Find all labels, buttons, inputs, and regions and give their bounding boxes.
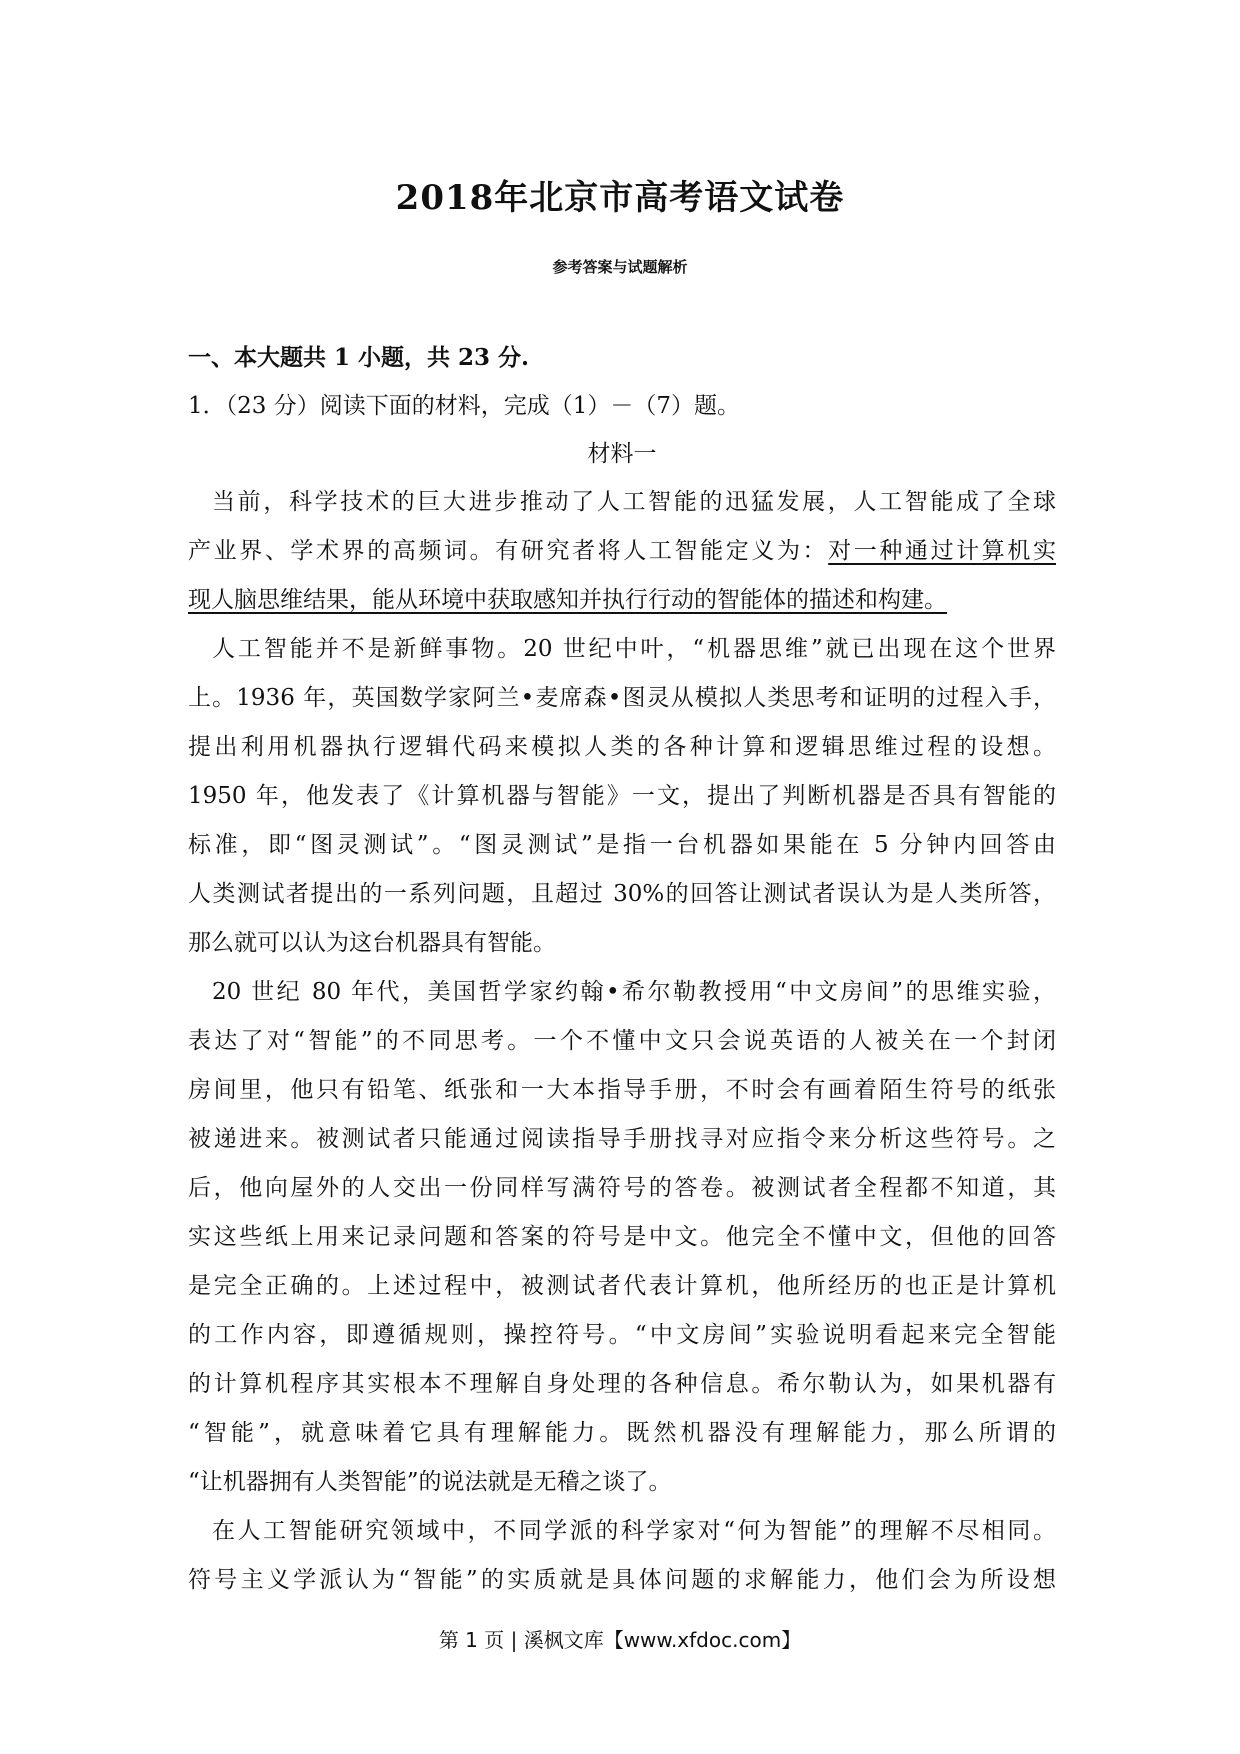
paragraph-line: 上。1936 年，英国数学家阿兰•麦席森•图灵从模拟人类思考和证明的过程入手， [188,685,1056,711]
material-label: 材料一 [587,441,657,467]
question-prompt: 1．（23 分）阅读下面的材料，完成（1）－（7）题。 [188,393,740,419]
paragraph-line: 1950 年，他发表了《计算机器与智能》一文，提出了判断机器是否具有智能的 [188,783,1056,809]
paragraph-line: 的工作内容，即遵循规则，操控符号。“中文房间”实验说明看起来完全智能 [188,1322,1056,1348]
page-title: 2018年北京市高考语文试卷 [395,178,845,218]
paragraph-line: 当前，科学技术的巨大进步推动了人工智能的迅猛发展，人工智能成了全球 [212,489,1056,515]
paragraph-line: 后，他向屋外的人交出一份同样写满符号的答卷。被测试者全程都不知道，其 [188,1175,1056,1201]
paragraph-line: “让机器拥有人类智能”的说法就是无稽之谈了。 [188,1469,672,1495]
paragraph-line: “智能”，就意味着它具有理解能力。既然机器没有理解能力，那么所谓的 [188,1420,1056,1446]
paragraph-2 [188,625,1056,968]
underlined-definition: 对一种通过计算机实 [828,538,1056,564]
paragraph-line: 人工智能并不是新鲜事物。20 世纪中叶，“机器思维”就已出现在这个世界 [212,636,1056,662]
paragraph-line: 人类测试者提出的一系列问题，且超过 30%的回答让测试者误认为是人类所答， [188,881,1056,907]
paragraph-1 [188,478,1056,625]
paragraph-line: 房间里，他只有铅笔、纸张和一大本指导手册，不时会有画着陌生符号的纸张 [188,1077,1056,1103]
paragraph-line: 的计算机程序其实根本不理解自身处理的各种信息。希尔勒认为，如果机器有 [188,1371,1056,1397]
document-body [188,334,1056,1605]
paragraph-line [188,527,1056,576]
line-text: 产业界、学术界的高频词。有研究者将人工智能定义为： [188,538,829,564]
paragraph-line: 是完全正确的。上述过程中，被测试者代表计算机，他所经历的也正是计算机 [188,1273,1056,1299]
paragraph-line: 符号主义学派认为“智能”的实质就是具体问题的求解能力，他们会为所设想 [188,1567,1056,1593]
paragraph-line: 实这些纸上用来记录问题和答案的符号是中文。他完全不懂中文，但他的回答 [188,1224,1056,1250]
section-heading: 一、本大题共 1 小题，共 23 分. [188,344,530,371]
paragraph-line: 那么就可以认为这台机器具有智能。 [188,930,556,956]
paragraph-4 [188,1507,1056,1605]
page-subtitle: 参考答案与试题解析 [552,258,688,276]
paragraph-3 [188,968,1056,1507]
page-footer: 第 1 页 | 溪枫文库【www.xfdoc.com】 [438,1628,802,1652]
paragraph-line: 标准，即“图灵测试”。“图灵测试”是指一台机器如果能在 5 分钟内回答由 [188,832,1056,858]
paragraph-line: 在人工智能研究领域中，不同学派的科学家对“何为智能”的理解不尽相同。 [212,1518,1056,1544]
paragraph-line [188,576,1056,625]
paragraph-line: 被递进来。被测试者只能通过阅读指导手册找寻对应指令来分析这些符号。之 [188,1126,1056,1152]
underlined-definition: 现人脑思维结果，能从环境中获取感知并执行行动的智能体的描述和构建。 [188,587,947,613]
paragraph-line: 提出利用机器执行逻辑代码来模拟人类的各种计算和逻辑思维过程的设想。 [188,734,1056,760]
paragraph-line: 20 世纪 80 年代，美国哲学家约翰•希尔勒教授用“中文房间”的思维实验， [212,979,1056,1005]
paragraph-line: 表达了对“智能”的不同思考。一个不懂中文只会说英语的人被关在一个封闭 [188,1028,1056,1054]
